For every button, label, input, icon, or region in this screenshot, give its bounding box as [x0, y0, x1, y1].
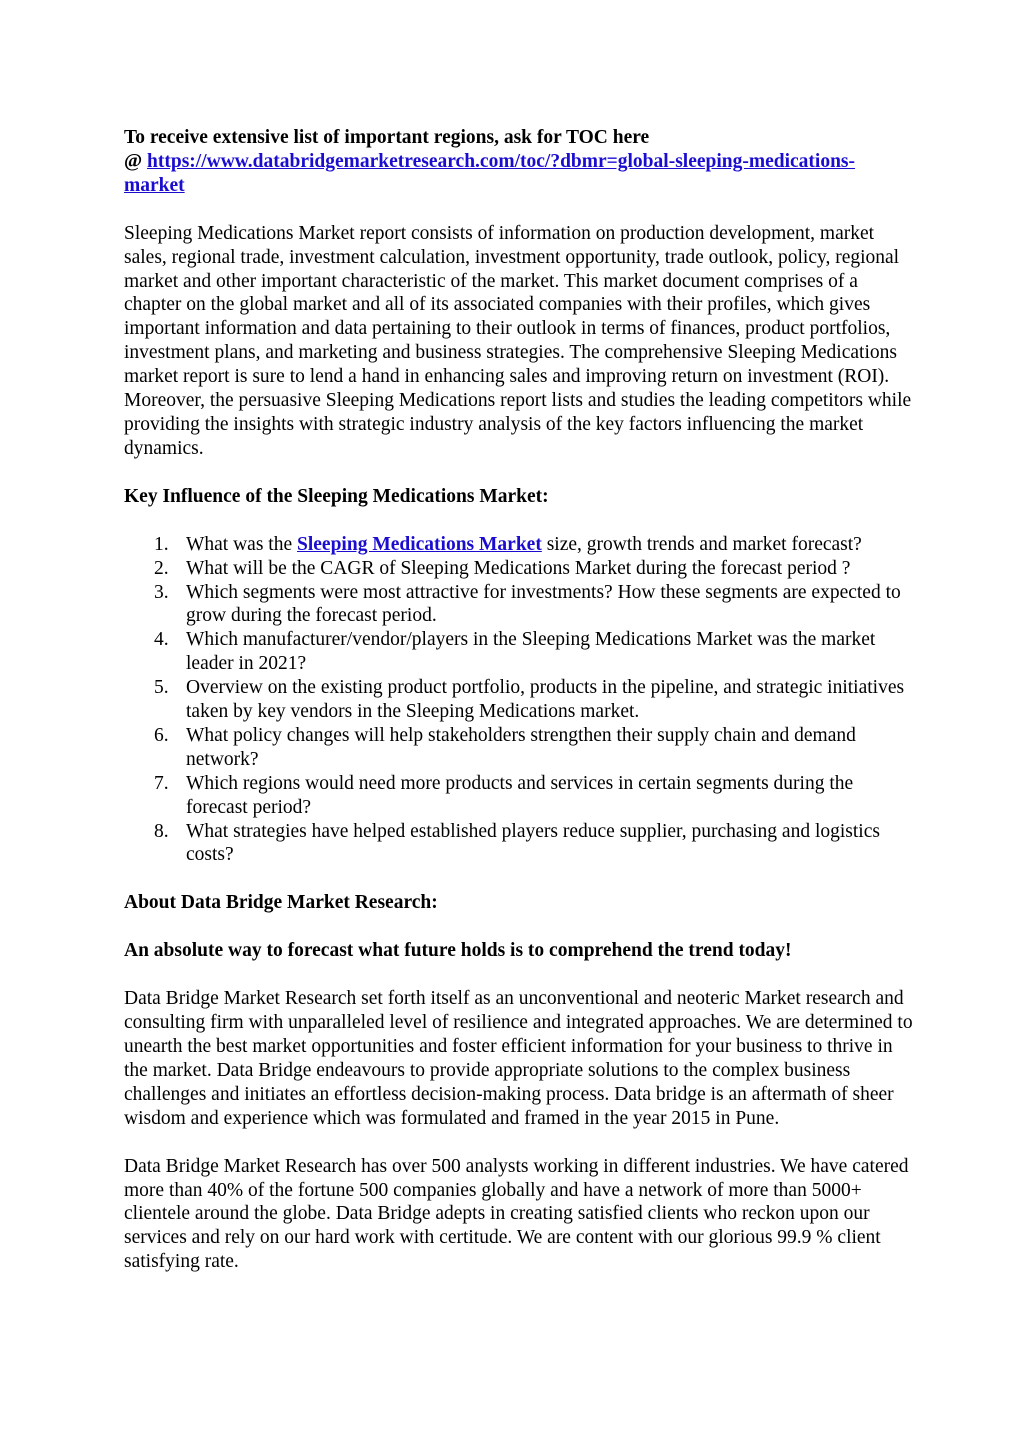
list-item-text-after: size, growth trends and market forecast? — [541, 533, 862, 555]
list-item — [154, 676, 914, 724]
list-item-number: 5. — [154, 677, 169, 699]
list-item-number: 4. — [154, 629, 169, 651]
key-influence-heading: Key Influence of the Sleeping Medications Market: — [124, 485, 549, 507]
document-page — [124, 126, 914, 1274]
list-item-number: 1. — [154, 533, 169, 555]
list-item-number: 2. — [154, 557, 169, 579]
about-paragraph-2: Data Bridge Market Research has over 500 analysts working in different industries. We have catered more than 40% of the fortune 500 companies globally and have a network of more than 5000+ clientele around the globe. Data Bridge adepts in creating satisfied clients who reckon upon our services and rely on our hard work with certitude. We are content with our glorious 99.9 % client satisfying rate. — [124, 1155, 909, 1273]
list-item-text: Overview on the existing product portfolio, products in the pipeline, and strategic initiatives taken by key vendors in the Sleeping Medications market. — [186, 677, 905, 723]
list-item — [154, 772, 914, 820]
key-questions-list — [124, 533, 914, 868]
list-item-number: 7. — [154, 772, 169, 794]
toc-url-link[interactable] — [124, 151, 855, 196]
sleeping-medications-market-link[interactable]: Sleeping Medications Market — [297, 533, 542, 555]
about-heading: About Data Bridge Market Research: — [124, 892, 438, 914]
list-item-number: 6. — [154, 724, 169, 746]
list-item-text-before: What was the — [186, 533, 298, 555]
list-item — [154, 557, 914, 581]
list-item-text: Which segments were most attractive for investments? How these segments are expected to grow during the forecast period. — [186, 581, 901, 627]
toc-url-part1: https://www.databridgemarketresearch.com/toc/?dbmr=global-sleeping-medications- — [147, 150, 856, 172]
list-item-text: Which regions would need more products and services in certain segments during the forecast period? — [186, 772, 854, 818]
list-item-text: What will be the CAGR of Sleeping Medications Market during the forecast period ? — [186, 557, 851, 579]
list-item — [154, 628, 914, 676]
list-item — [154, 581, 914, 629]
list-item — [154, 724, 914, 772]
list-item — [154, 533, 914, 557]
toc-link-line — [124, 150, 914, 198]
toc-url-part2: market — [124, 174, 185, 196]
intro-paragraph: Sleeping Medications Market report consists of information on production development, market sales, regional trade, investment calculation, investment opportunity, trade outlook, policy, regional market and other important characteristic of the market. This market document comprises of a chapter on the global market and all of its associated companies with their profiles, which gives important information and data pertaining to their outlook in terms of finances, product portfolios, investment plans, and marketing and business strategies. The comprehensive Sleeping Medications market report is sure to lend a hand in enhancing sales and improving return on investment (ROI). Moreover, the persuasive Sleeping Medications report lists and studies the leading competitors while providing the insights with strategic industry analysis of the key factors influencing the market dynamics. — [124, 222, 912, 459]
list-item-text: What strategies have helped established players reduce supplier, purchasing and logistics costs? — [186, 820, 880, 866]
about-tagline: An absolute way to forecast what future holds is to comprehend the trend today! — [124, 940, 792, 962]
list-item-number: 8. — [154, 820, 169, 842]
about-paragraph-1: Data Bridge Market Research set forth itself as an unconventional and neoteric Market research and consulting firm with unparalleled level of resilience and integrated approaches. We are determined to unearth the best market opportunities and foster efficient information for your business to thrive in the market. Data Bridge endeavours to provide appropriate solutions to the complex business challenges and initiates an effortless decision-making process. Data bridge is an aftermath of sheer wisdom and experience which was formulated and framed in the year 2015 in Pune. — [124, 988, 913, 1129]
list-item-text: Which manufacturer/vendor/players in the Sleeping Medications Market was the market leader in 2021? — [186, 629, 876, 675]
list-item — [154, 820, 914, 868]
list-item-text: What policy changes will help stakeholders strengthen their supply chain and demand network? — [186, 724, 856, 770]
toc-heading: To receive extensive list of important regions, ask for TOC here — [124, 127, 650, 148]
list-item-number: 3. — [154, 581, 169, 603]
toc-at-prefix: @ — [124, 150, 148, 172]
